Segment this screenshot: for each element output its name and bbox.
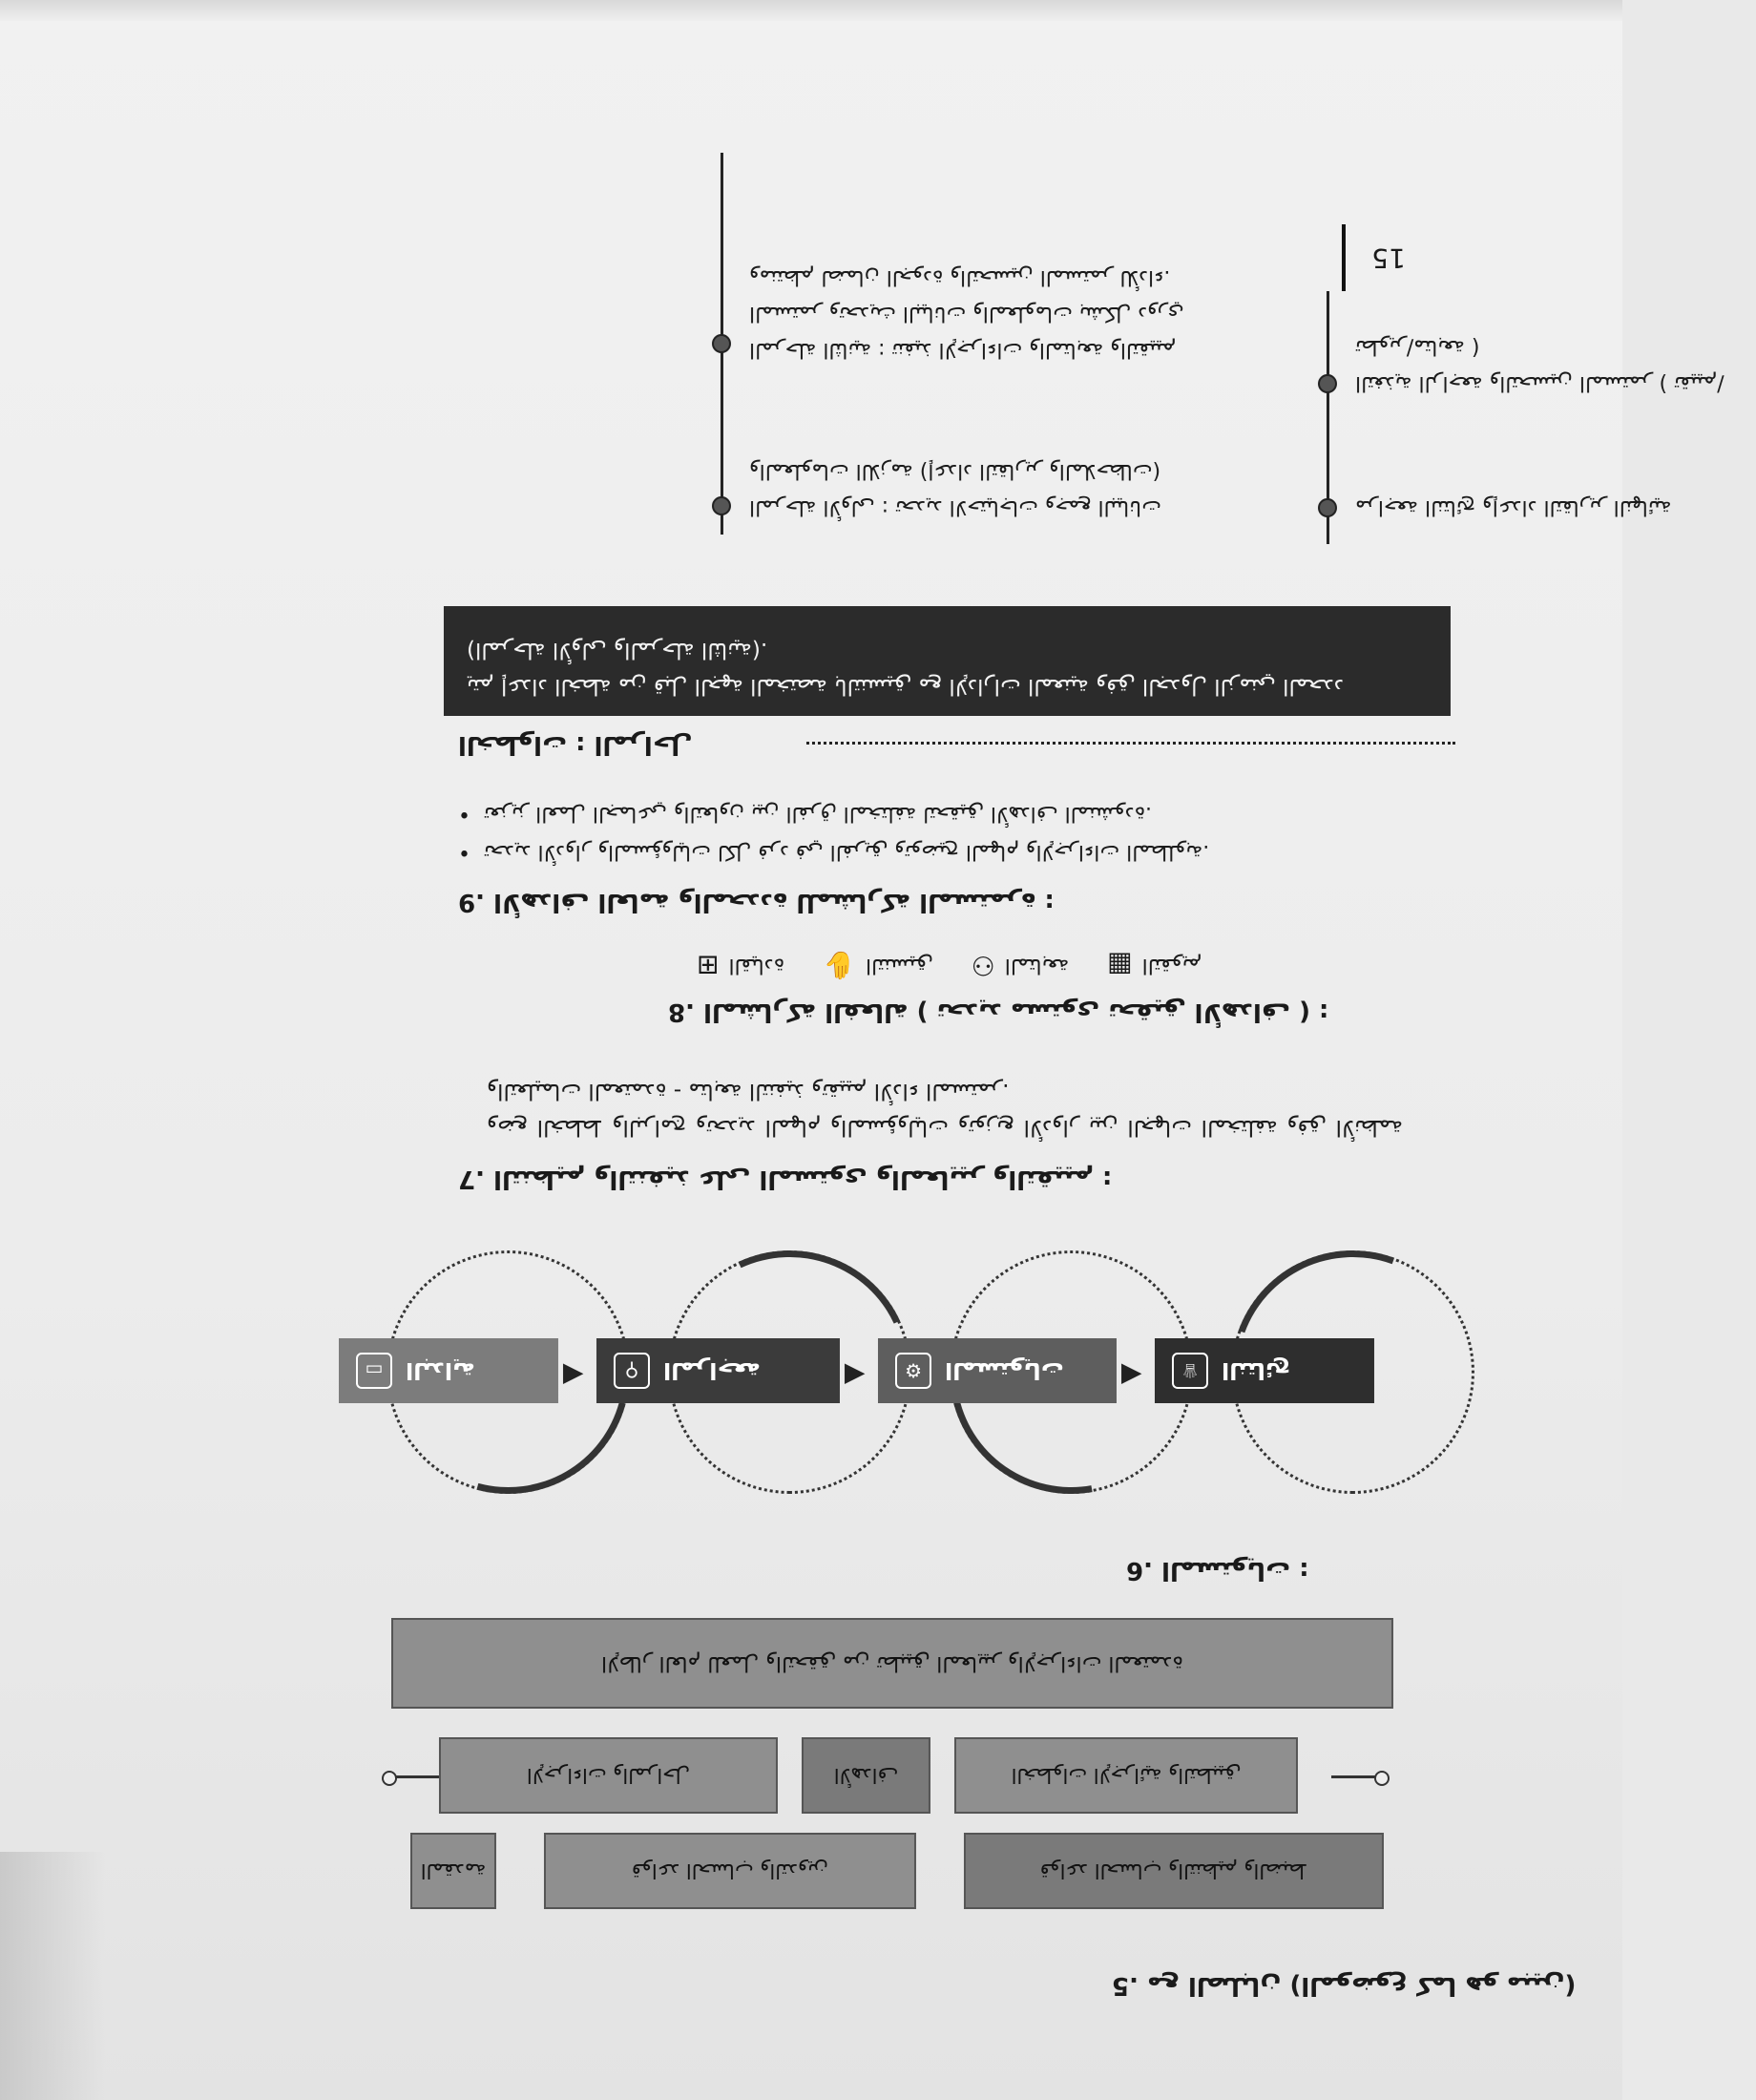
s5-bottom-bar: الإطار العام للعمل والتحقق من تطبيق المعايير والإجراءات المعتمدة — [391, 1618, 1393, 1709]
page-number: 15 — [1342, 224, 1432, 291]
cycle-step-results — [1155, 1338, 1374, 1403]
right-timeline-dot — [712, 496, 731, 515]
network-icon: ⊞ — [697, 950, 720, 981]
s8-item-leadership — [697, 950, 784, 981]
section6-title: 6. المستويات : — [1126, 1556, 1309, 1585]
section9-title: 9. الأهداف العامة والمحددة للمشاركة المستمرة : — [458, 888, 1055, 916]
s8-item-label: التنسيق — [865, 954, 933, 977]
arrow-icon: ◀ — [563, 1360, 584, 1392]
s5-box-rules-control: قواعد الحساب والتنظيم والضبط — [964, 1833, 1384, 1909]
cycle-step-label: المستويات — [945, 1357, 1064, 1384]
s5-box-intro: المقدمة — [410, 1833, 496, 1909]
right-timeline-item: المرحلة الثانية : تنفيذ الإجراءات والمتابعة والتقييم المستمر وتحديث البيانات والمعلومات بشكل دوري ومنتظم لضمان الجودة والتحسين المستمر للأداء. — [749, 265, 1184, 362]
section8-title: 8. المشاركة الفعالة ( تحديد مستوى تحقيق الأهداف ) : — [668, 998, 1329, 1026]
s8-item-coordination — [823, 950, 933, 981]
section9-bullet: • تحديد الأدوار والمسؤوليات لكل فرد في الفريق وتوضيح المهام والإجراءات المطلوبة. — [458, 834, 1403, 869]
s5-connector-dot-right — [382, 1771, 397, 1786]
s8-item-label: المتابعة — [1004, 954, 1070, 977]
s5-box-rules: قواعد الحساب والتدوين — [544, 1833, 916, 1909]
hands-icon: ✋ — [823, 950, 856, 981]
section9-bullet: • تعزيز العمل الجماعي والتعاون بين الفرق المختلفة لتحقيق الأهداف المنشودة. — [458, 796, 1403, 830]
section5-title: 5. مع الصلبان (الموضوع كما هو مبين) — [1112, 1971, 1577, 2000]
left-timeline-item: مراجعة النتائج وإعداد التقارير النهائية — [1355, 495, 1672, 519]
s8-item-evaluation — [1107, 950, 1202, 981]
cycle-step-levels — [878, 1338, 1117, 1403]
cycle-step-label: المراجعة — [663, 1357, 761, 1384]
beaded-divider — [806, 742, 1455, 745]
section7-title: 7. التنظيم والتنفيذ على المستوى والمعايير والتقييم : — [458, 1165, 1113, 1193]
left-timeline-item: التغذية الراجعة والتحسين المستمر ( تقييم/تطوير/متابعة ) — [1355, 335, 1725, 395]
process-header: الخطوات : المراحل — [458, 730, 693, 759]
dark-info-bar: يتم إعداد الخطة من قبل الجهة المختصة بالتنسيق مع الإدارات المعنية وفق الجدول الزمني المحدد (المرحلة الأولى والمرحلة الثانية). — [444, 606, 1451, 716]
s5-box-procedures: الإجراءات والمراحل — [439, 1737, 778, 1814]
chart-icon: ▦ — [1107, 950, 1133, 981]
cycle-step-start — [339, 1338, 558, 1403]
section7-text: وضع الخطط والبرامج وتحديد المهام والمسؤوليات وتوزيع الأدوار بين الجهات المختلفة وفق الأنظمة والتعليمات المعتمدة - متابعة التنفيذ وتقييم الأداء المستمر. — [487, 1079, 1403, 1140]
s5-box-goals: الأهداف — [802, 1737, 930, 1814]
right-timeline-item: المرحلة الأولى : تحديد الاحتياجات وجمع البيانات والمعلومات اللازمة (إعداد التقارير والملاحظات) — [749, 459, 1161, 519]
cycle-step-label: النتائج — [1222, 1357, 1291, 1384]
arrow-icon: ◀ — [1121, 1360, 1142, 1392]
s5-connector-dot — [1374, 1771, 1390, 1786]
cycle-step-label: البداية — [406, 1357, 475, 1384]
s5-box-steps: الخطوات الإجرائية والتطبيق — [954, 1737, 1298, 1814]
trophy-icon: ♕ — [1172, 1353, 1208, 1389]
section8-icon-row — [697, 950, 1202, 981]
s5-connector-left — [1331, 1775, 1379, 1778]
s8-item-label: التقويم — [1141, 954, 1202, 977]
monitor-icon: ▭ — [356, 1353, 392, 1389]
left-timeline-dot — [1318, 374, 1337, 393]
gear-person-icon: ⚙ — [895, 1353, 931, 1389]
arrow-icon: ◀ — [845, 1360, 866, 1392]
right-timeline-dot — [712, 334, 731, 353]
left-timeline-dot — [1318, 498, 1337, 517]
s8-item-label: القيادة — [728, 954, 785, 977]
people-icon: ⚇ — [971, 950, 995, 981]
cycle-step-review — [596, 1338, 840, 1403]
search-person-icon: ⚲ — [614, 1353, 650, 1389]
s8-item-followup — [972, 950, 1070, 981]
